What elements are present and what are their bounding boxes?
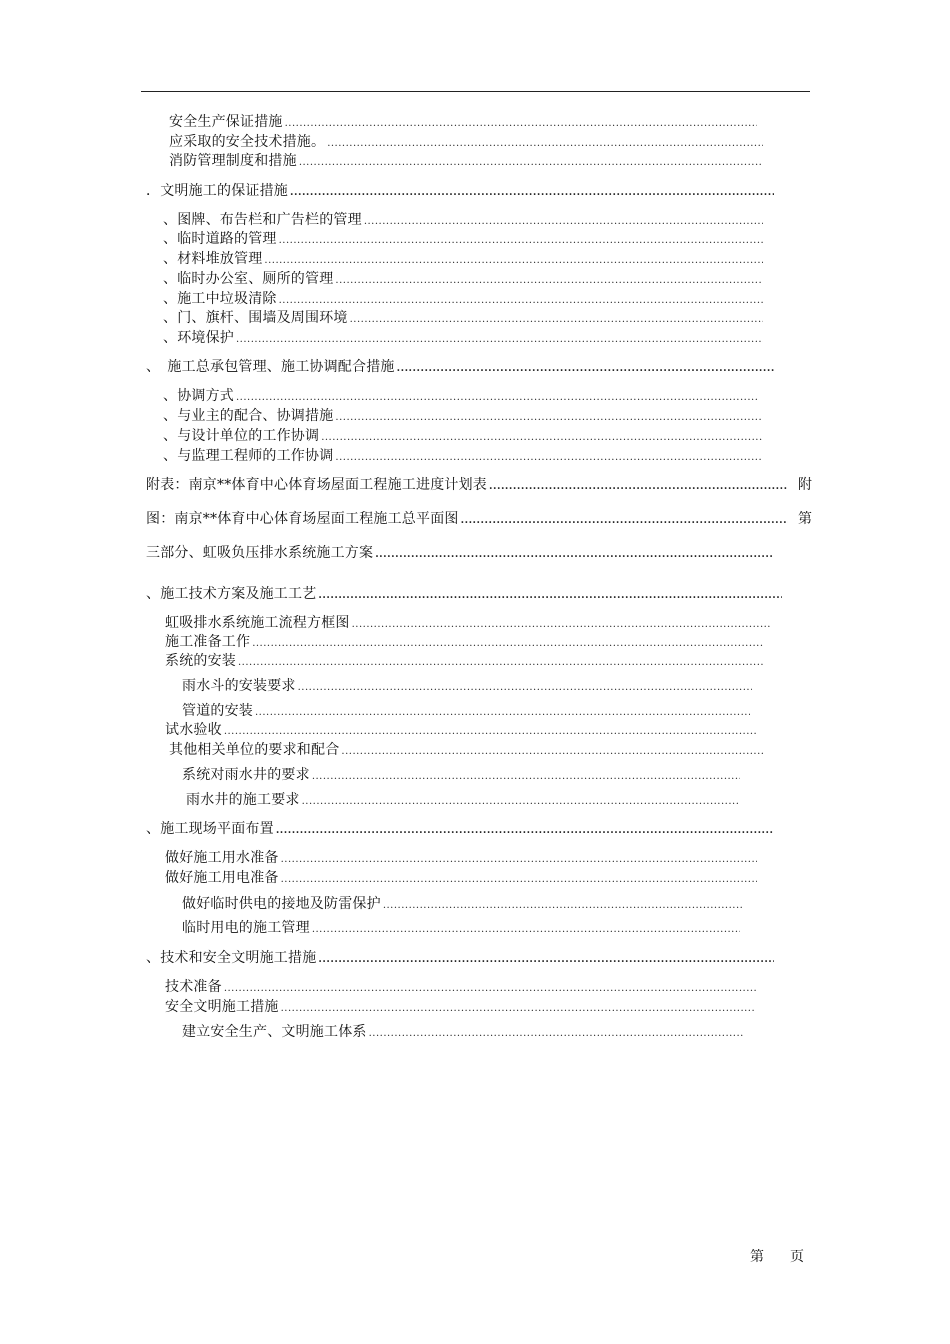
toc-entry[interactable] bbox=[169, 112, 757, 132]
toc-entry-title: ．文明施工的保证措施 bbox=[146, 183, 288, 199]
toc-leader-dots bbox=[264, 251, 763, 269]
toc-entry-title: 、环境保护 bbox=[163, 330, 234, 346]
toc-entry-title: 、与设计单位的工作协调 bbox=[163, 428, 320, 444]
toc-entry[interactable] bbox=[163, 289, 763, 309]
toc-entry[interactable] bbox=[146, 509, 812, 529]
toc-entry[interactable] bbox=[182, 1022, 744, 1042]
toc-leader-dots bbox=[461, 511, 788, 529]
toc-entry-title: 建立安全生产、文明施工体系 bbox=[182, 1024, 367, 1040]
toc-entry[interactable] bbox=[165, 848, 757, 868]
toc-leader-dots bbox=[302, 792, 740, 810]
toc-entry[interactable] bbox=[165, 720, 756, 740]
toc-entry[interactable] bbox=[163, 328, 763, 348]
toc-leader-dots bbox=[318, 586, 782, 604]
toc-entry-title: 系统的安装 bbox=[165, 653, 236, 669]
toc-entry-title: 、临时办公室、厕所的管理 bbox=[163, 271, 334, 287]
toc-entry[interactable] bbox=[163, 269, 763, 289]
toc-entry[interactable] bbox=[169, 151, 763, 171]
toc-entry-title: 系统对雨水井的要求 bbox=[182, 767, 310, 783]
toc-entry-title: 、 施工总承包管理、施工协调配合措施 bbox=[146, 359, 395, 375]
toc-entry-title: 安全文明施工措施 bbox=[165, 999, 279, 1015]
toc-leader-dots bbox=[281, 870, 757, 888]
toc-leader-dots bbox=[489, 477, 788, 495]
toc-entry-title: 图：南京**体育中心体育场屋面工程施工总平面图 bbox=[146, 511, 459, 527]
toc-leader-dots bbox=[318, 950, 774, 968]
toc-entry[interactable] bbox=[163, 406, 763, 426]
toc-entry-title: 、材料堆放管理 bbox=[163, 251, 263, 267]
toc-leader-dots bbox=[369, 1024, 744, 1042]
toc-leader-dots bbox=[255, 703, 750, 721]
toc-leader-dots bbox=[252, 634, 764, 652]
toc-entry-title: 做好施工用水准备 bbox=[165, 850, 279, 866]
toc-leader-dots bbox=[236, 330, 763, 348]
toc-leader-dots bbox=[397, 359, 774, 377]
toc-entry[interactable] bbox=[146, 181, 774, 201]
toc-entry-title: 、施工中垃圾清除 bbox=[163, 291, 277, 307]
toc-leader-dots bbox=[335, 408, 763, 426]
toc-entry-title: 、门、旗杆、围墙及周围环境 bbox=[163, 310, 348, 326]
toc-entry[interactable] bbox=[146, 475, 812, 495]
toc-entry-title: 安全生产保证措施 bbox=[169, 114, 283, 130]
toc-entry[interactable] bbox=[182, 676, 752, 696]
toc-entry[interactable] bbox=[146, 584, 782, 604]
toc-entry-title: 做好施工用电准备 bbox=[165, 870, 279, 886]
toc-entry-title: 临时用电的施工管理 bbox=[182, 920, 310, 936]
toc-entry-title: 、施工现场平面布置 bbox=[146, 821, 274, 837]
toc-leader-dots bbox=[375, 545, 774, 563]
toc-leader-dots bbox=[312, 920, 740, 938]
toc-leader-dots bbox=[224, 722, 756, 740]
toc-leader-dots bbox=[312, 767, 740, 785]
toc-entry[interactable] bbox=[165, 651, 764, 671]
toc-leader-dots bbox=[238, 653, 764, 671]
toc-leader-dots bbox=[279, 291, 763, 309]
toc-entry-title: 试水验收 bbox=[165, 722, 222, 738]
toc-entry-title: 应采取的安全技术措施。 bbox=[169, 134, 326, 150]
toc-entry[interactable] bbox=[182, 894, 744, 914]
page-footer bbox=[750, 1246, 804, 1266]
toc-entry[interactable] bbox=[186, 790, 740, 810]
toc-leader-dots bbox=[327, 134, 763, 152]
toc-entry[interactable] bbox=[165, 613, 771, 633]
toc-entry[interactable] bbox=[165, 977, 756, 997]
toc-entry-page-ref: 附 bbox=[798, 477, 812, 493]
toc-entry-page-ref: 第 bbox=[798, 511, 812, 527]
footer-page-prefix: 第 bbox=[750, 1249, 764, 1265]
toc-leader-dots bbox=[281, 999, 756, 1017]
footer-page-suffix: 页 bbox=[790, 1249, 804, 1265]
toc-leader-dots bbox=[321, 428, 763, 446]
toc-entry-title: 、与监理工程师的工作协调 bbox=[163, 448, 334, 464]
toc-entry[interactable] bbox=[163, 426, 763, 446]
toc-entry[interactable] bbox=[169, 740, 763, 760]
toc-leader-dots bbox=[224, 979, 756, 997]
toc-entry-title: 三部分、虹吸负压排水系统施工方案 bbox=[146, 545, 374, 561]
toc-entry-title: 虹吸排水系统施工流程方框图 bbox=[165, 615, 350, 631]
toc-entry-title: 管道的安装 bbox=[182, 703, 253, 719]
toc-entry[interactable] bbox=[182, 765, 740, 785]
toc-entry-title: 做好临时供电的接地及防雷保护 bbox=[182, 896, 381, 912]
toc-entry[interactable] bbox=[163, 446, 763, 466]
toc-entry-title: 、临时道路的管理 bbox=[163, 231, 277, 247]
toc-leader-dots bbox=[335, 448, 763, 466]
toc-entry[interactable] bbox=[182, 918, 740, 938]
toc-leader-dots bbox=[236, 388, 757, 406]
toc-entry[interactable] bbox=[182, 701, 750, 721]
toc-entry[interactable] bbox=[163, 210, 763, 230]
toc-leader-dots bbox=[298, 678, 752, 696]
toc-entry-title: 雨水斗的安装要求 bbox=[182, 678, 296, 694]
toc-entry[interactable] bbox=[165, 997, 756, 1017]
toc-entry[interactable] bbox=[163, 386, 757, 406]
toc-entry[interactable] bbox=[163, 308, 763, 328]
toc-entry[interactable] bbox=[146, 948, 774, 968]
toc-entry[interactable] bbox=[165, 868, 757, 888]
toc-entry-title: 、协调方式 bbox=[163, 388, 234, 404]
toc-leader-dots bbox=[299, 153, 763, 171]
toc-entry-title: 施工准备工作 bbox=[165, 634, 251, 650]
toc-entry[interactable] bbox=[146, 357, 774, 377]
toc-entry-title: 附表：南京**体育中心体育场屋面工程施工进度计划表 bbox=[146, 477, 487, 493]
toc-entry[interactable] bbox=[165, 632, 764, 652]
toc-entry-title: 消防管理制度和措施 bbox=[169, 153, 297, 169]
toc-leader-dots bbox=[279, 231, 763, 249]
toc-entry[interactable] bbox=[146, 819, 774, 839]
toc-entry-title: 、与业主的配合、协调措施 bbox=[163, 408, 334, 424]
toc-leader-dots bbox=[352, 615, 771, 633]
toc-entry-title: 技术准备 bbox=[165, 979, 222, 995]
toc-entry[interactable] bbox=[146, 543, 774, 563]
header-rule bbox=[141, 91, 810, 92]
toc-leader-dots bbox=[341, 742, 763, 760]
toc-entry-title: 雨水井的施工要求 bbox=[186, 792, 300, 808]
toc-leader-dots bbox=[281, 850, 757, 868]
toc-leader-dots bbox=[290, 183, 774, 201]
toc-leader-dots bbox=[335, 271, 763, 289]
toc-entry[interactable] bbox=[163, 229, 763, 249]
toc-leader-dots bbox=[364, 212, 763, 230]
toc-entry-title: 其他相关单位的要求和配合 bbox=[169, 742, 340, 758]
toc-entry-title: 、施工技术方案及施工工艺 bbox=[146, 586, 317, 602]
toc-leader-dots bbox=[383, 896, 744, 914]
toc-leader-dots bbox=[350, 310, 763, 328]
toc-entry-title: 、技术和安全文明施工措施 bbox=[146, 950, 317, 966]
toc-entry[interactable] bbox=[163, 249, 763, 269]
toc-entry[interactable] bbox=[169, 132, 763, 152]
toc-entry-title: 、图牌、布告栏和广告栏的管理 bbox=[163, 212, 362, 228]
toc-leader-dots bbox=[285, 114, 757, 132]
toc-leader-dots bbox=[276, 821, 774, 839]
